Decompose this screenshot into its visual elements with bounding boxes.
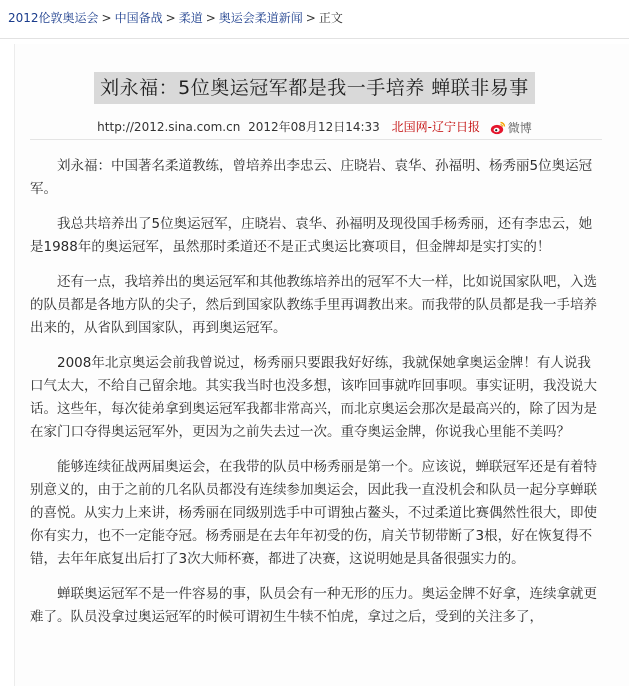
weibo-icon [490, 121, 506, 135]
article-paragraph: 刘永福：中国著名柔道教练，曾培养出李忠云、庄晓岩、袁华、孙福明、杨秀丽5位奥运冠军。 [30, 158, 593, 197]
weibo-share-button[interactable] [490, 119, 532, 136]
breadcrumb-separator: > [205, 11, 216, 25]
article-title-wrapper [0, 72, 629, 104]
article-body [30, 155, 604, 641]
article-title: 刘永福：5位奥运冠军都是我一手培养 蝉联非易事 [94, 72, 535, 104]
breadcrumb-link-judo-news[interactable]: 奥运会柔道新闻 [218, 11, 303, 25]
breadcrumb-link-china-preparation[interactable]: 中国备战 [114, 11, 163, 25]
breadcrumb [8, 9, 343, 26]
article-paragraph: 能够连续征战两届奥运会，在我带的队员中杨秀丽是第一个。应该说，蝉联冠军还是有着特别意义的，由于之前的几名队员都没有连续参加奥运会，因此我一直没机会和队员一起分享蝉联的喜悦。从实力上来讲，杨秀丽在同级别选手中可谓独占鳌头，不过柔道比赛偶然性很大，即使你有实力，也不一定能夺冠。杨秀丽是在去年年初受的伤，肩关节韧带断了3根，好在恢复得不错，去年年底复出后打了3次大师杯赛，都进了决赛，这说明她是具备很强实力的。 [30, 459, 597, 567]
weibo-label: 微博 [507, 121, 532, 135]
article-paragraph: 2008年北京奥运会前我曾说过，杨秀丽只要跟我好好练，我就保她拿奥运金牌！有人说我口气太大，不给自己留余地。其实我当时也没多想，该咋回事就咋回事呗。事实证明，我没说大话。这些年，每次徒弟拿到奥运冠军我都非常高兴，而北京奥运会那次是最高兴的，除了因为是在家门口夺得奥运冠军外，更因为之前失去过一次。重夺奥运金牌，你说我心里能不美吗？ [30, 355, 597, 440]
breadcrumb-current: 正文 [318, 11, 343, 25]
article-datetime: 2012年08月12日14:33 [248, 120, 380, 134]
article-paragraph: 还有一点，我培养出的奥运冠军和其他教练培养出的冠军不大一样，比如说国家队吧，入选的队员都是各地方队的尖子，然后到国家队教练手里再调教出来。而我带的队员都是我一手培养出来的，从省队到国家队，再到奥运冠军。 [30, 274, 597, 336]
article-meta [0, 118, 629, 136]
breadcrumb-separator: > [165, 11, 176, 25]
article-paragraph: 蝉联奥运冠军不是一件容易的事，队员会有一种无形的压力。奥运金牌不好拿，连续拿就更难了。队员没拿过奥运冠军的时候可谓初生牛犊不怕虎，拿过之后，受到的关注多了， [30, 586, 597, 625]
breadcrumb-separator: > [101, 11, 112, 25]
article-url: http://2012.sina.com.cn [97, 120, 241, 134]
header-divider [0, 38, 629, 39]
article-source-link[interactable]: 北国网-辽宁日报 [391, 120, 480, 134]
breadcrumb-link-judo[interactable]: 柔道 [178, 11, 203, 25]
meta-divider [30, 139, 602, 140]
breadcrumb-link-london-2012[interactable]: 2012伦敦奥运会 [8, 11, 99, 25]
article-paragraph: 我总共培养出了5位奥运冠军，庄晓岩、袁华、孙福明及现役国手杨秀丽，还有李忠云，她是1988年的奥运冠军，虽然那时柔道还不是正式奥运比赛项目，但金牌却是实打实的！ [30, 216, 593, 255]
breadcrumb-separator: > [305, 11, 316, 25]
